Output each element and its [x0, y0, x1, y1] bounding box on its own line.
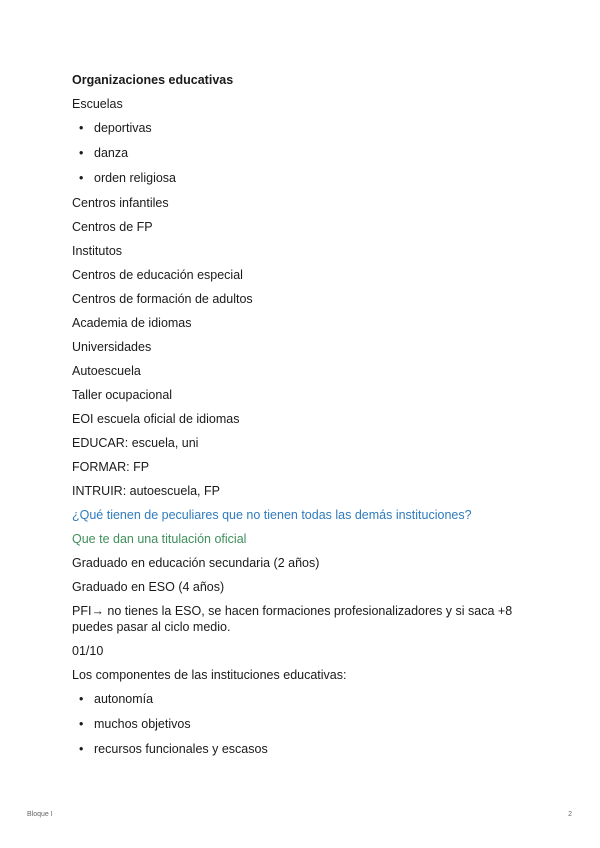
- text-line: Universidades: [72, 340, 152, 354]
- text-line: Centros de educación especial: [72, 268, 243, 282]
- text-line: INTRUIR: autoescuela, FP: [72, 484, 220, 498]
- text-line: Taller ocupacional: [72, 388, 173, 402]
- list-item: • deportivas: [79, 121, 152, 135]
- text-line: Institutos: [72, 244, 123, 258]
- text-line: Centros de FP: [72, 220, 153, 234]
- text-line: Graduado en ESO (4 años): [72, 580, 225, 594]
- question-text: ¿Qué tienen de peculiares que no tienen todas las demás instituciones?: [72, 508, 472, 522]
- text-line: Los componentes de las instituciones educativas:: [72, 668, 347, 682]
- bullet-icon: •: [79, 171, 84, 185]
- componentes-list: [72, 691, 532, 757]
- document-page: [72, 72, 532, 766]
- list-item: • orden religiosa: [79, 171, 176, 185]
- list-item: • muchos objetivos: [79, 717, 191, 731]
- escuelas-list: [72, 120, 532, 186]
- bullet-icon: •: [79, 717, 84, 731]
- text-line: PFI→ no tienes la ESO, se hacen formaciones profesionalizadores y si saca +8 puedes pasar al ciclo medio.: [72, 604, 513, 634]
- list-item: • recursos funcionales y escasos: [79, 742, 268, 756]
- bullet-icon: •: [79, 121, 84, 135]
- list-item: • danza: [79, 146, 129, 160]
- text-line: Graduado en educación secundaria (2 años): [72, 556, 320, 570]
- text-line: Centros infantiles: [72, 196, 169, 210]
- footer-section-label: Bloque I: [27, 811, 53, 818]
- bullet-icon: •: [79, 146, 84, 160]
- text-line: Academia de idiomas: [72, 316, 192, 330]
- section-heading: Organizaciones educativas: [72, 73, 234, 87]
- text-line: EDUCAR: escuela, uni: [72, 436, 199, 450]
- text-line: Autoescuela: [72, 364, 141, 378]
- answer-text: Que te dan una titulación oficial: [72, 532, 247, 546]
- date-line: 01/10: [72, 644, 104, 658]
- escuelas-label: Escuelas: [72, 97, 123, 111]
- text-line: Centros de formación de adultos: [72, 292, 253, 306]
- footer-page-number: 2: [568, 811, 572, 818]
- text-line: EOI escuela oficial de idiomas: [72, 412, 240, 426]
- bullet-icon: •: [79, 742, 84, 756]
- text-line: FORMAR: FP: [72, 460, 150, 474]
- list-item: • autonomía: [79, 692, 154, 706]
- bullet-icon: •: [79, 692, 84, 706]
